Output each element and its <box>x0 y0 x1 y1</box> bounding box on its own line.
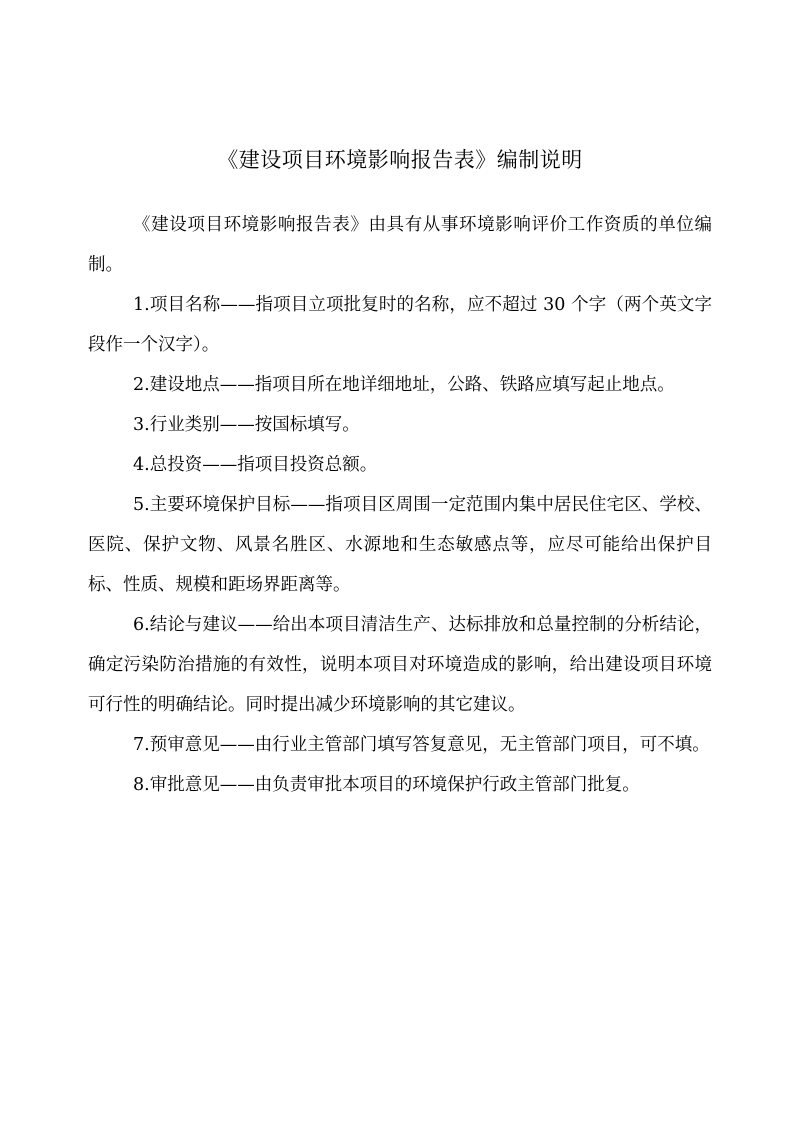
item-approval-opinion: 8.审批意见——由负责审批本项目的环境保护行政主管部门批复。 <box>133 775 640 795</box>
item-conclusions: 6.结论与建议——给出本项目清洁生产、达标排放和总量控制的分析结论，确定污染防治措施的有效性，说明本项目对环境造成的影响，给出建设项目环境可行性的明确结论。同时提出减少环境影响的其它建议。 <box>88 615 712 715</box>
item-project-name: 1.项目名称——指项目立项批复时的名称，应不超过 30 个字（两个英文字段作一个汉字）。 <box>88 295 712 355</box>
intro-paragraph: 《建设项目环境影响报告表》由具有从事环境影响评价工作资质的单位编制。 <box>88 215 712 275</box>
item-preliminary-opinion: 7.预审意见——由行业主管部门填写答复意见，无主管部门项目，可不填。 <box>133 735 710 755</box>
item-protection-targets: 5.主要环境保护目标——指项目区周围一定范围内集中居民住宅区、学校、医院、保护文物、风景名胜区、水源地和生态敏感点等，应尽可能给出保护目标、性质、规模和距场界距离等。 <box>88 495 712 595</box>
document-body <box>88 205 712 805</box>
item-total-investment: 4.总投资——指项目投资总额。 <box>133 455 378 475</box>
document-title: 《建设项目环境影响报告表》编制说明 <box>217 148 583 172</box>
item-construction-site: 2.建设地点——指项目所在地详细地址，公路、铁路应填写起止地点。 <box>133 375 675 395</box>
item-industry-category: 3.行业类别——按国标填写。 <box>133 415 360 435</box>
